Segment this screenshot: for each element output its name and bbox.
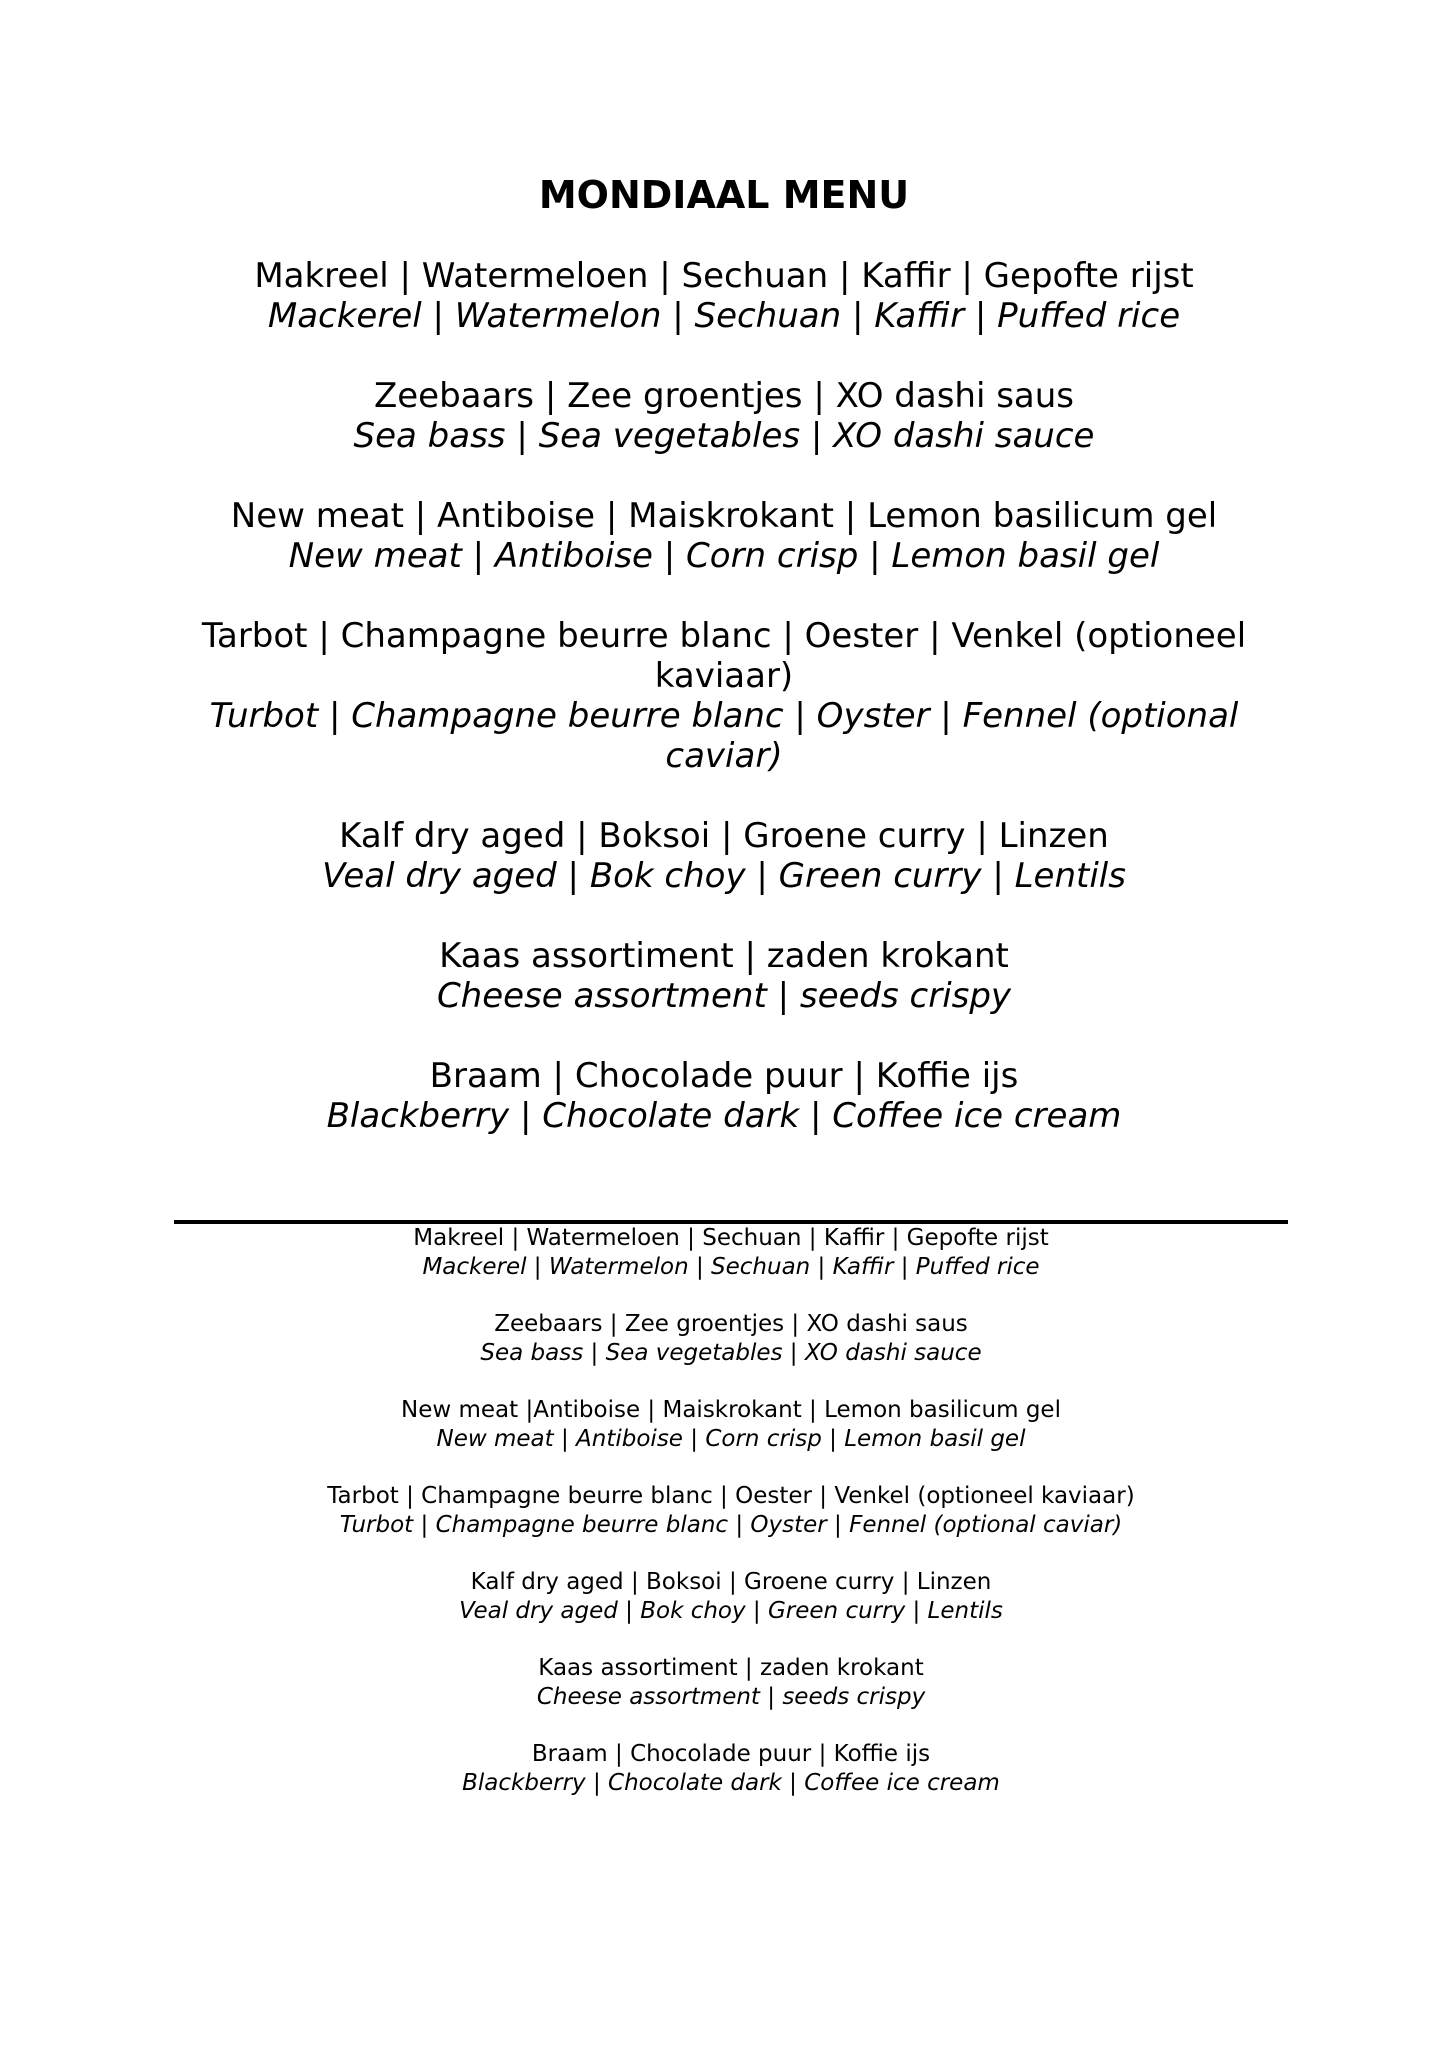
course-dutch: Kaas assortiment | zaden krokant (439, 936, 1009, 976)
course-large (170, 1056, 1278, 1136)
course-small (174, 1482, 1288, 1540)
course-english: Turbot | Champagne beurre blanc | Oyster | Fennel (optional caviar) (209, 696, 1239, 776)
course-small (174, 1568, 1288, 1626)
course-english: Sea bass | Sea vegetables | XO dashi sauce (480, 1340, 982, 1366)
course-large (170, 816, 1278, 896)
course-dutch: Kalf dry aged | Boksoi | Groene curry | Linzen (470, 1569, 992, 1595)
course-english: Veal dry aged | Bok choy | Green curry | Lentils (322, 856, 1126, 896)
course-english: Sea bass | Sea vegetables | XO dashi sauce (353, 416, 1095, 456)
course-dutch: Makreel | Watermeloen | Sechuan | Kaffir | Gepofte rijst (413, 1225, 1049, 1251)
course-english: Cheese assortment | seeds crispy (436, 976, 1012, 1016)
course-dutch: Tarbot | Champagne beurre blanc | Oester | Venkel (optioneel kaviaar) (327, 1483, 1135, 1509)
course-english: Blackberry | Chocolate dark | Coffee ice cream (326, 1096, 1122, 1136)
menu-small (174, 1224, 1288, 1826)
course-english: New meat | Antiboise | Corn crisp | Lemon basil gel (436, 1426, 1026, 1452)
course-english: Veal dry aged | Bok choy | Green curry | Lentils (459, 1598, 1003, 1624)
course-large (170, 376, 1278, 456)
menu-large (170, 256, 1278, 1176)
course-large (170, 936, 1278, 1016)
course-dutch: Kalf dry aged | Boksoi | Groene curry | Linzen (339, 816, 1109, 856)
course-small (174, 1740, 1288, 1798)
course-dutch: Zeebaars | Zee groentjes | XO dashi saus (494, 1311, 968, 1337)
course-english: Mackerel | Watermelon | Sechuan | Kaffir | Puffed rice (267, 296, 1181, 336)
course-dutch: New meat |Antiboise | Maiskrokant | Lemon basilicum gel (401, 1397, 1061, 1423)
course-small (174, 1224, 1288, 1282)
course-dutch: Makreel | Watermeloen | Sechuan | Kaffir | Gepofte rijst (254, 256, 1194, 296)
course-small (174, 1396, 1288, 1454)
course-small (174, 1310, 1288, 1368)
course-dutch: Kaas assortiment | zaden krokant (538, 1655, 924, 1681)
course-dutch: Tarbot | Champagne beurre blanc | Oester | Venkel (optioneel kaviaar) (201, 616, 1247, 696)
course-dutch: Braam | Chocolade puur | Koffie ijs (429, 1056, 1019, 1096)
course-english: New meat | Antiboise | Corn crisp | Lemon basil gel (288, 536, 1160, 576)
course-english: Turbot | Champagne beurre blanc | Oyster | Fennel (optional caviar) (339, 1512, 1123, 1538)
course-english: Cheese assortment | seeds crispy (536, 1684, 926, 1710)
course-dutch: Zeebaars | Zee groentjes | XO dashi saus (373, 376, 1075, 416)
course-english: Blackberry | Chocolate dark | Coffee ice cream (462, 1770, 1000, 1796)
course-small (174, 1654, 1288, 1712)
course-large (170, 496, 1278, 576)
course-dutch: New meat | Antiboise | Maiskrokant | Lemon basilicum gel (230, 496, 1218, 536)
page-title: MONDIAAL MENU (538, 173, 910, 217)
course-dutch: Braam | Chocolade puur | Koffie ijs (531, 1741, 931, 1767)
course-large (170, 256, 1278, 336)
course-english: Mackerel | Watermelon | Sechuan | Kaffir | Puffed rice (422, 1254, 1040, 1280)
course-large (170, 616, 1278, 776)
